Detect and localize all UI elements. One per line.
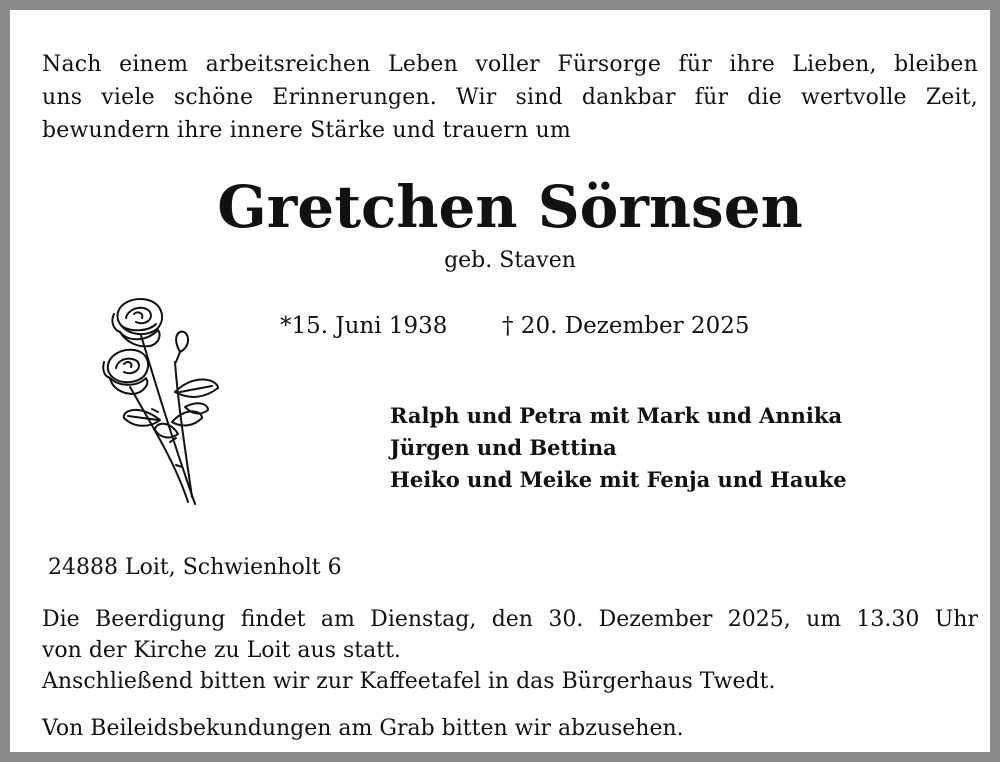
condolence-note: Von Beileidsbekundungen am Grab bitten wir abzusehen. [42, 716, 684, 741]
mourners-list [390, 400, 847, 496]
mourner-line: Jürgen und Bettina [390, 435, 617, 460]
maiden-name: geb. Staven [444, 248, 576, 273]
funeral-line: Anschließend bitten wir zur Kaffeetafel in das Bürgerhaus Twedt. [42, 669, 776, 694]
deceased-name: Gretchen Sörnsen [217, 173, 803, 241]
intro-line: Nach einem arbeitsreichen Leben voller Fürsorge für ihre Lieben, bleiben [42, 52, 978, 77]
intro-line: bewundern ihre innere Stärke und trauern um [42, 118, 571, 143]
intro-text [42, 48, 978, 147]
intro-line: uns viele schöne Erinnerungen. Wir sind dankbar für die wertvolle Zeit, [42, 85, 978, 110]
funeral-line: von der Kirche zu Loit aus statt. [42, 638, 401, 663]
birth-date: *15. Juni 1938 [280, 313, 448, 339]
rose-icon [100, 292, 225, 507]
funeral-line: Die Beerdigung findet am Dienstag, den 30. Dezember 2025, um 13.30 Uhr [42, 607, 978, 632]
death-date: † 20. Dezember 2025 [502, 313, 750, 339]
mourner-line: Heiko und Meike mit Fenja und Hauke [390, 467, 847, 492]
funeral-info [42, 604, 978, 697]
address: 24888 Loit, Schwienholt 6 [48, 555, 342, 580]
mourner-line: Ralph und Petra mit Mark und Annika [390, 403, 843, 428]
